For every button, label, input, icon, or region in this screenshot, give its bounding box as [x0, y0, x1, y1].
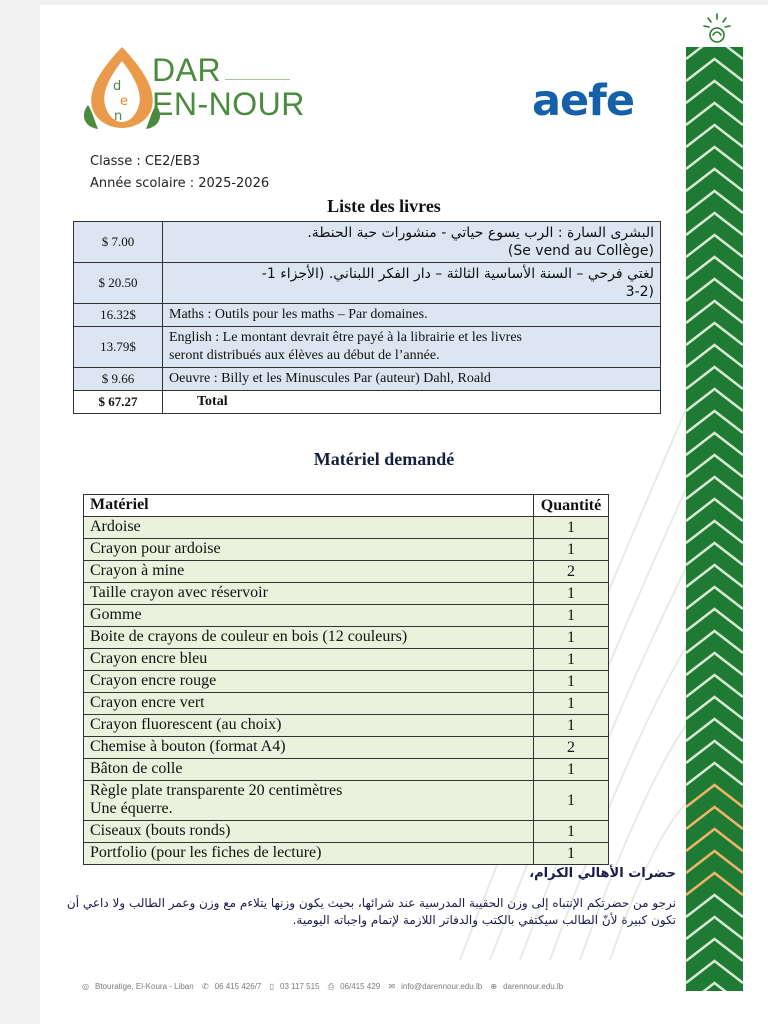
material-item: [84, 759, 534, 781]
footer-address: Btouratige, El-Koura - Liban: [94, 982, 194, 991]
strip-chevron: [686, 169, 743, 191]
book-row: [74, 263, 661, 304]
material-quantity: 1: [534, 583, 609, 605]
book-row: [74, 368, 661, 391]
material-item: [84, 583, 534, 605]
strip-chevron: [686, 741, 743, 763]
books-total-label: Total: [163, 391, 661, 414]
material-row: [84, 561, 609, 583]
svg-text:e: e: [120, 94, 128, 109]
books-list-title: Liste des livres: [327, 196, 441, 216]
strip-chevron: [686, 983, 743, 991]
materials-header-row: [84, 495, 609, 517]
strip-chevron: [686, 719, 743, 741]
strip-chevron: [686, 917, 743, 939]
material-quantity: 1: [534, 759, 609, 781]
material-row: [84, 517, 609, 539]
strip-chevron: [686, 279, 743, 301]
material-item-text: Bâton de colle: [90, 760, 183, 777]
book-description-line: البشرى السارة : الرب يسوع حياتي - منشورات حبة الحنطة.: [307, 225, 654, 241]
web-icon: ⊕: [490, 982, 498, 991]
material-item: [84, 605, 534, 627]
aefe-logo: aefe: [532, 76, 635, 126]
strip-chevron: [686, 543, 743, 565]
strip-chevron: [686, 257, 743, 279]
svg-text:d: d: [113, 79, 122, 94]
book-description: [163, 368, 661, 391]
material-row: [84, 539, 609, 561]
strip-chevron: [686, 47, 743, 59]
strip-chevron: [686, 565, 743, 587]
material-item-text: Règle plate transparente 20 centimètres: [90, 782, 343, 799]
material-item-text: Portfolio (pour les fiches de lecture): [90, 844, 322, 861]
footer-contact: [82, 982, 569, 992]
strip-chevron: [686, 609, 743, 631]
material-row: [84, 627, 609, 649]
class-label: Classe : CE2/EB3: [90, 154, 201, 169]
book-row: [74, 304, 661, 327]
logo-text-dar: DAR: [152, 52, 222, 88]
material-quantity: 1: [534, 781, 609, 821]
strip-chevron: [686, 763, 743, 785]
material-row: [84, 693, 609, 715]
strip-chevron: [686, 631, 743, 653]
material-item: [84, 737, 534, 759]
strip-chevron: [686, 587, 743, 609]
material-quantity: 1: [534, 649, 609, 671]
strip-chevron: [686, 697, 743, 719]
material-item: [84, 517, 534, 539]
book-row: [74, 222, 661, 263]
book-description-line: (3-2: [625, 284, 654, 300]
book-price: $ 9.66: [74, 368, 163, 391]
logo-divider: [225, 79, 290, 80]
books-total-row: [74, 391, 661, 414]
strip-chevron: [686, 807, 743, 829]
strip-chevron: [686, 345, 743, 367]
material-item-text: Ciseaux (bouts ronds): [90, 822, 231, 839]
footer-phone2: 03 117 515: [280, 982, 320, 991]
material-item-text: Chemise à bouton (format A4): [90, 738, 286, 755]
mobile-icon: ▯: [269, 982, 275, 991]
material-quantity: 1: [534, 843, 609, 865]
material-row: [84, 781, 609, 821]
footer-email: info@darennour.edu.lb: [401, 982, 483, 991]
email-icon: ✉: [388, 982, 396, 991]
book-description-line: Maths : Outils pour les maths – Par domaines.: [169, 307, 428, 322]
arabic-greeting: حضرات الأهالي الكرام،: [529, 866, 676, 881]
material-quantity: 1: [534, 715, 609, 737]
book-price: $ 7.00: [74, 222, 163, 263]
material-quantity: 1: [534, 627, 609, 649]
phone-icon: ✆: [201, 982, 209, 991]
material-item: [84, 693, 534, 715]
material-quantity: 1: [534, 539, 609, 561]
material-row: [84, 821, 609, 843]
material-item: [84, 821, 534, 843]
material-row: [84, 737, 609, 759]
footer-fax: 06/415 429: [340, 982, 381, 991]
material-item-text: Taille crayon avec réservoir: [90, 584, 268, 601]
material-item-text: Boite de crayons de couleur en bois (12 couleurs): [90, 628, 408, 645]
fax-icon: ⎙: [327, 982, 335, 991]
footer-web: darennour.edu.lb: [503, 982, 564, 991]
material-quantity: 1: [534, 821, 609, 843]
material-item: [84, 671, 534, 693]
material-item-text: Crayon fluorescent (au choix): [90, 716, 282, 733]
book-description-line: English : Le montant devrait être payé à la librairie et les livres: [169, 330, 522, 345]
strip-chevron: [686, 785, 743, 807]
strip-chevron: [686, 389, 743, 411]
book-price: 13.79$: [74, 327, 163, 368]
strip-chevron: [686, 301, 743, 323]
strip-chevron: [686, 103, 743, 125]
material-quantity: 1: [534, 693, 609, 715]
material-row: [84, 605, 609, 627]
strip-chevron: [686, 477, 743, 499]
location-icon: ◎: [82, 982, 89, 991]
footer-phone1: 06 415 426/7: [214, 982, 262, 991]
strip-chevron: [686, 873, 743, 895]
material-item: [84, 561, 534, 583]
logo-text-en-nour: EN-NOUR: [152, 86, 305, 122]
strip-chevron: [686, 499, 743, 521]
material-item-text: Crayon à mine: [90, 562, 185, 579]
material-item-text: Crayon pour ardoise: [90, 540, 221, 557]
book-description: [163, 222, 661, 263]
materials-table: [83, 494, 609, 865]
book-description-line: لغتي فرحي – السنة الأساسية الثالثة – دار الفكر اللبناني. (الأجزاء 1-: [261, 266, 654, 282]
strip-chevron: [686, 829, 743, 851]
decorative-side-strip: [686, 47, 743, 991]
material-quantity: 1: [534, 517, 609, 539]
material-item: [84, 781, 534, 821]
book-description: [163, 263, 661, 304]
strip-chevron: [686, 895, 743, 917]
material-item-text: Gomme: [90, 606, 142, 623]
books-table: [73, 221, 661, 414]
strip-chevron: [686, 961, 743, 983]
strip-chevron: [686, 81, 743, 103]
materials-col-item: Matériel: [84, 495, 534, 517]
material-row: [84, 843, 609, 865]
book-description: [163, 304, 661, 327]
material-item: [84, 649, 534, 671]
material-item-text: Ardoise: [90, 518, 141, 535]
material-item-text: Crayon encre rouge: [90, 672, 217, 689]
material-item: [84, 627, 534, 649]
book-description-line: Oeuvre : Billy et les Minuscules Par (auteur) Dahl, Roald: [169, 371, 491, 386]
material-row: [84, 715, 609, 737]
strip-chevron: [686, 323, 743, 345]
book-description-line: (Se vend au Collège): [507, 243, 654, 259]
strip-chevron: [686, 125, 743, 147]
book-description-line: seront distribués aux élèves au début de l’année.: [169, 348, 440, 363]
school-emblem-icon: [700, 12, 734, 46]
material-quantity: 1: [534, 605, 609, 627]
svg-text:n: n: [114, 109, 123, 124]
material-item-text: Crayon encre bleu: [90, 650, 208, 667]
strip-chevron: [686, 521, 743, 543]
strip-chevron: [686, 235, 743, 257]
material-item: [84, 715, 534, 737]
arabic-note-body: نرجو من حضرتكم الإنتباه إلى وزن الحقيبة المدرسية عند شرائها، بحيث يكون وزنها يتلاءم مع وزن وعمر الطالب ولا داعي أن تكون كبيرة لأنّ الطالب سيكتفي بالكتب والدفاتر اللازمة لإتمام واجباته اليومية.: [66, 896, 676, 927]
book-row: [74, 327, 661, 368]
strip-chevron: [686, 851, 743, 873]
material-item-text: Une équerre.: [90, 800, 173, 817]
book-description: [163, 327, 661, 368]
materials-col-qty: Quantité: [534, 495, 609, 517]
material-row: [84, 759, 609, 781]
material-item: [84, 843, 534, 865]
material-item: [84, 539, 534, 561]
material-row: [84, 671, 609, 693]
strip-chevron: [686, 653, 743, 675]
material-item-text: Crayon encre vert: [90, 694, 205, 711]
books-total-price: $ 67.27: [74, 391, 163, 414]
strip-chevron: [686, 367, 743, 389]
materials-title: Matériel demandé: [313, 449, 455, 469]
material-row: [84, 649, 609, 671]
strip-chevron: [686, 147, 743, 169]
material-quantity: 1: [534, 671, 609, 693]
material-row: [84, 583, 609, 605]
book-price: $ 20.50: [74, 263, 163, 304]
school-year-label: Année scolaire : 2025-2026: [90, 176, 270, 191]
strip-chevron: [686, 59, 743, 81]
material-quantity: 2: [534, 561, 609, 583]
book-price: 16.32$: [74, 304, 163, 327]
strip-chevron: [686, 939, 743, 961]
strip-chevron: [686, 675, 743, 697]
material-quantity: 2: [534, 737, 609, 759]
strip-chevron: [686, 411, 743, 433]
